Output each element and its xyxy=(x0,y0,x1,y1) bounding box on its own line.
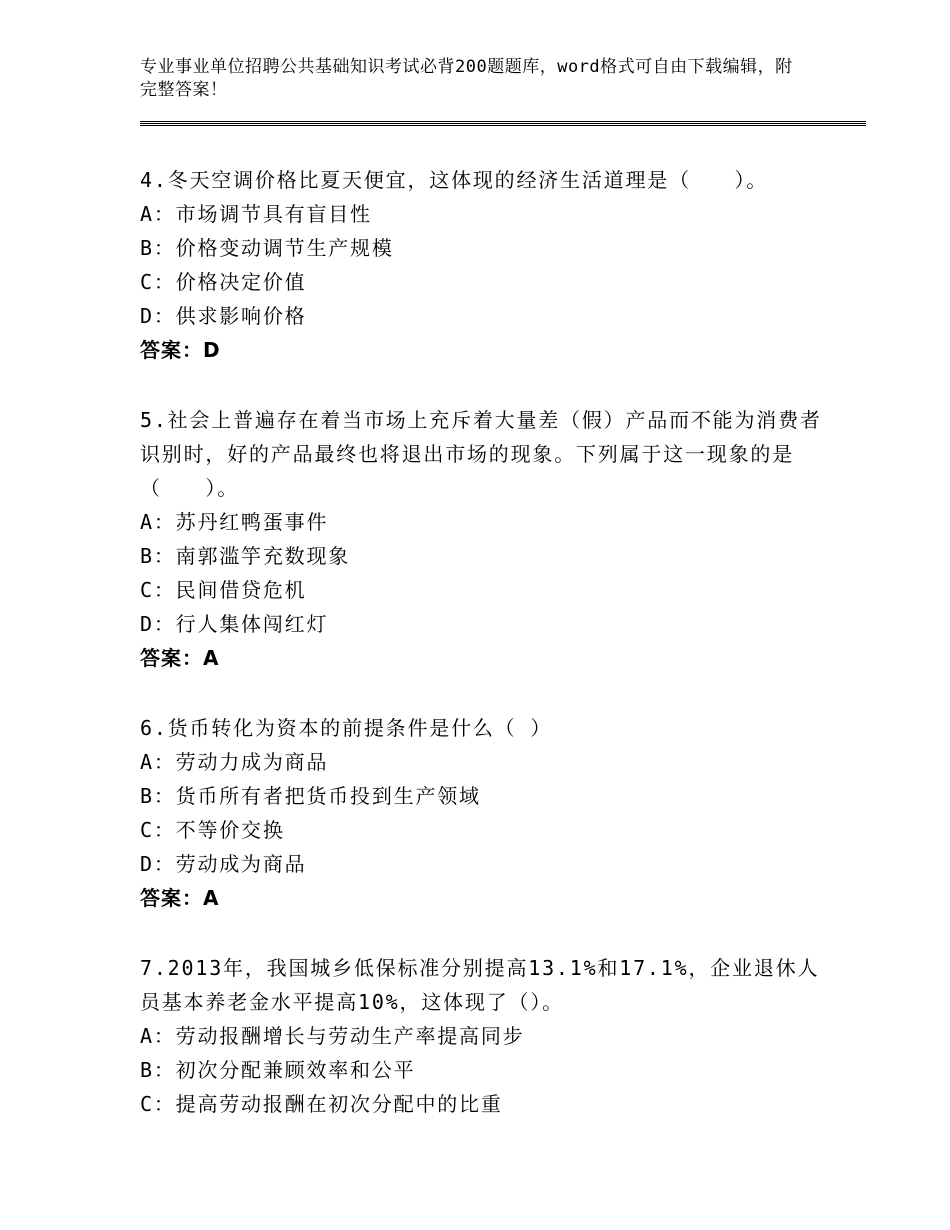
option-a: A：劳动报酬增长与劳动生产率提高同步 xyxy=(140,1024,525,1048)
question-list xyxy=(140,163,840,1157)
answer-line: 答案：A xyxy=(140,646,220,670)
answer-line: 答案：A xyxy=(140,886,220,910)
option-b: B：南郭滥竽充数现象 xyxy=(140,544,351,568)
question-stem: 5.社会上普遍存在着当市场上充斥着大量差（假）产品而不能为消费者识别时，好的产品最终也将退出市场的现象。下列属于这一现象的是（ ）。 xyxy=(140,408,822,500)
question-4 xyxy=(140,163,840,367)
question-5 xyxy=(140,403,840,675)
answer-line: 答案：D xyxy=(140,338,221,362)
option-a: A：劳动力成为商品 xyxy=(140,750,329,774)
header-divider xyxy=(140,121,866,122)
option-c: C：提高劳动报酬在初次分配中的比重 xyxy=(140,1092,503,1116)
question-stem: 6.货币转化为资本的前提条件是什么（ ） xyxy=(140,716,553,740)
question-7 xyxy=(140,951,840,1121)
question-6 xyxy=(140,711,840,915)
option-c: C：民间借贷危机 xyxy=(140,578,307,602)
option-d: D：劳动成为商品 xyxy=(140,852,307,876)
question-stem: 7.2013年，我国城乡低保标准分别提高13.1%和17.1%，企业退休人员基本养老金水平提高10%，这体现了（）。 xyxy=(140,956,820,1014)
option-d: D：行人集体闯红灯 xyxy=(140,612,329,636)
option-d: D：供求影响价格 xyxy=(140,304,307,328)
option-b: B：价格变动调节生产规模 xyxy=(140,236,394,260)
option-a: A：市场调节具有盲目性 xyxy=(140,202,372,226)
option-b: B：货币所有者把货币投到生产领域 xyxy=(140,784,481,808)
document-header: 专业事业单位招聘公共基础知识考试必背200题题库，word格式可自由下载编辑，附完整答案！ xyxy=(140,57,793,100)
option-b: B：初次分配兼顾效率和公平 xyxy=(140,1058,416,1082)
option-c: C：不等价交换 xyxy=(140,818,285,842)
question-stem: 4.冬天空调价格比夏天便宜，这体现的经济生活道理是（ ）。 xyxy=(140,168,769,192)
option-c: C：价格决定价值 xyxy=(140,270,307,294)
option-a: A：苏丹红鸭蛋事件 xyxy=(140,510,329,534)
